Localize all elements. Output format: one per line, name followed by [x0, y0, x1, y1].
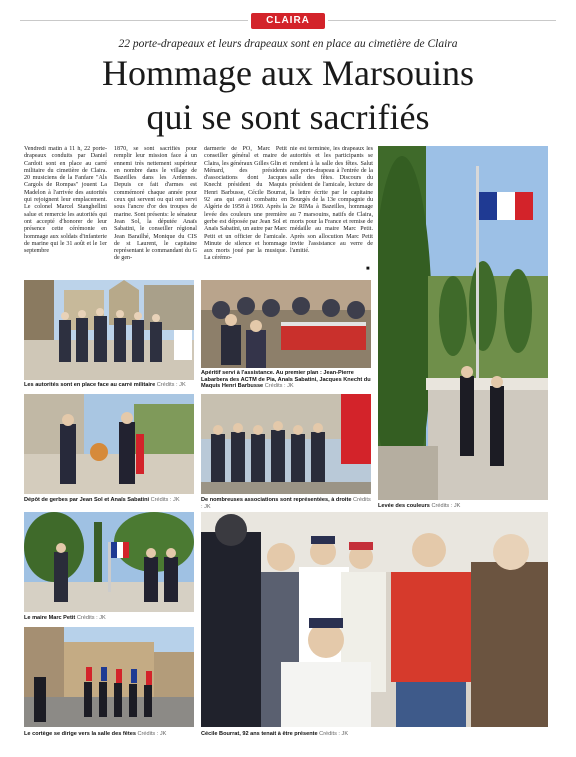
caption-authorities: [24, 382, 199, 389]
caption-wreath-laying-text: Dépôt de gerbes par Jean Sol et Anaïs Sabatini: [24, 497, 150, 503]
caption-cecile-bourrat-text: Cécile Bourrat, 92 ans tenait à être présente: [201, 731, 318, 737]
caption-authorities-text: Les autorités sont en place face au carré militaire: [24, 382, 156, 388]
caption-procession-text: Le cortège se dirige vers la salle des fêtes: [24, 731, 136, 737]
end-mark: ■: [366, 266, 370, 272]
photo-wreath-laying: [24, 394, 194, 494]
caption-aperitif: [201, 370, 373, 390]
article-column-2: 1870, se sont sacrifiés pour remplir leur mission face à un ennemi très nettement supérieur en nombre dans le village de Bazeilles dans les Ardennes. Depuis ce fait d'armes est commémoré chaque année pour ceux qui servent ou qui ont servi sous l'ancre d'or des troupes de marine. Sont présents: le sénateur Jean Sol, la députée Anaïs Sabatini, le conseiller régional Jean Barailhé, Monique du CIS de st Laurent, le capitaine représentant le commandant du G de gen-: [114, 146, 197, 262]
photo-flag-raising: [378, 146, 548, 500]
photo-cecile-bourrat: [201, 512, 548, 727]
caption-procession: [24, 731, 199, 738]
caption-associations: [201, 497, 373, 510]
photo-credit: Crédits : JK: [201, 497, 371, 510]
section-tag: CLAIRA: [251, 13, 325, 29]
caption-wreath-laying: [24, 497, 199, 504]
caption-flag-raising-text: Levée des couleurs: [378, 503, 430, 509]
photo-credit: Crédits : JK: [264, 383, 294, 390]
header-rule-left: [20, 20, 248, 21]
headline-line-2: qui se sont sacrifiés: [146, 97, 430, 137]
caption-cecile-bourrat: [201, 731, 548, 738]
article-column-1: Vendredi matin à 11 h, 22 porte-drapeaux conduits par Daniel Cardoit sont en place au carré militaire du cimetière de Claira. 20 musiciens de la Fanfare "Als Cargols de Rompas" jouent La Madelon à l'arrivée des autorités qui rejoignent leur emplacement. Le colonel Marcel Stanghellini salue et remercie les autorités qui ont accepté d'honorer de leur présence cette cérémonie en hommage aux soldats d'infanterie de marine qui le 31 août et le 1er septembre: [24, 146, 107, 255]
photo-aperitif: [201, 280, 371, 368]
photo-credit: Crédits : JK: [156, 382, 186, 388]
caption-associations-text: De nombreuses associations sont représentées, à droite: [201, 497, 352, 503]
article-column-4: nie est terminée, les drapeaux les autorités et les participants se rendent à la salle des fêtes. Salut aux porte-drapeau à l'entrée de la salle des fêtes. Discours du président de l'amicale, lecture de la lettre écrite par le capitaine Bourgès de la 13e compagnie du 2e RIMa à Bazeilles, hommage au 7 marsouins, natifs de Claira, morts pour la France et remise de médaille au maire Marc Petit. Après son allocution Marc Petit invite l'assistance au verre de l'amitié.: [290, 146, 373, 255]
photo-procession: [24, 627, 194, 727]
caption-mayor: [24, 615, 199, 622]
photo-credit: Crédits : JK: [431, 503, 461, 509]
photo-authorities: [24, 280, 194, 380]
photo-mayor: [24, 512, 194, 612]
article-column-3: darmerie de PO, Marc Petit conseiller général et maire de Claira, les généraux Gilles Glin et Ménard, des présidents d'associations dont Jacques Knecht président du Maquis Henri Barbusse, Cécile Bourrat, 92 ans qui avait combattu en Algérie de 1958 à 1960. Après la levée des couleurs une première gerbe est déposée par Jean Sol et Anaïs Sabatini, un autre par Marc Petit et un officier de l'amicale. Minute de silence et hommage aux morts joué par la musique. La cérémo-: [204, 146, 287, 262]
photo-credit: Crédits : JK: [150, 497, 180, 503]
caption-aperitif-text: Apéritif servi à l'assistance. Au premier plan : Jean-Pierre Labarbera des ACTM de Pia, Anaïs Sabatini, Jacques Knecht du Maquis Henri Barbusse: [201, 370, 371, 390]
header-rule-right: [328, 20, 556, 21]
kicker: 22 porte-drapeaux et leurs drapeaux sont en place au cimetière de Claira: [118, 38, 458, 50]
photo-credit: Crédits : JK: [319, 731, 349, 737]
photo-associations: [201, 394, 371, 494]
caption-mayor-text: Le maire Marc Petit: [24, 615, 76, 621]
photo-credit: Crédits : JK: [76, 615, 106, 621]
caption-flag-raising: [378, 503, 548, 510]
headline-line-1: Hommage aux Marsouins: [102, 53, 474, 93]
photo-credit: Crédits : JK: [137, 731, 167, 737]
